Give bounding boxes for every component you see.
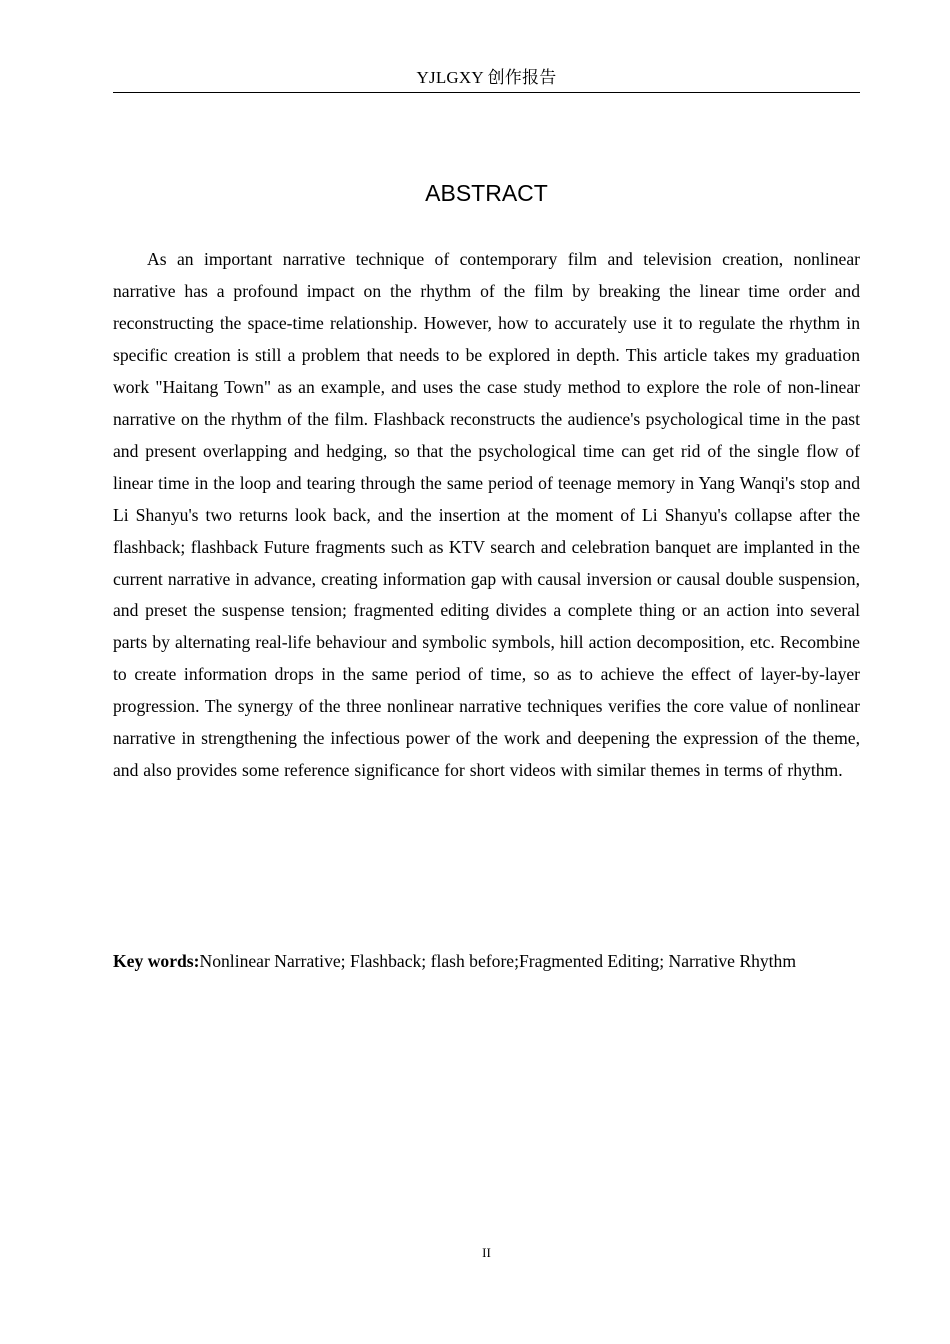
keywords-text: Nonlinear Narrative; Flashback; flash before;Fragmented Editing; Narrative Rhythm <box>199 951 797 971</box>
keywords-line <box>113 946 873 977</box>
running-header: YJLGXY 创作报告 <box>416 68 557 87</box>
header-divider <box>113 92 860 93</box>
page-number: II <box>482 1245 491 1260</box>
abstract-title: ABSTRACT <box>425 180 548 206</box>
abstract-body: As an important narrative technique of contemporary film and television creation, nonlinear narrative has a profound impact on the rhythm of the film by breaking the linear time order and reconstructing the space-time relationship. However, how to accurately use it to regulate the rhythm in specific creation is still a problem that needs to be explored in depth. This article takes my graduation work "Haitang Town" as an example, and uses the case study method to explore the role of non-linear narrative on the rhythm of the film. Flashback reconstructs the audience's psychological time in the past and present overlapping and hedging, so that the psychological time can get rid of the single flow of linear time in the loop and tearing through the same period of teenage memory in Yang Wanqi's stop and Li Shanyu's two returns look back, and the insertion at the moment of Li Shanyu's collapse after the flashback; flashback Future fragments such as KTV search and celebration banquet are implanted in the current narrative in advance, creating information gap with causal inversion or causal double suspension, and preset the suspense tension; fragmented editing divides a complete thing or an action into several parts by alternating real-life behaviour and symbolic symbols, hill action decomposition, etc. Recombine to create information drops in the same period of time, so as to achieve the effect of layer-by-layer progression. The synergy of the three nonlinear narrative techniques verifies the core value of nonlinear narrative in strengthening the infectious power of the work and deepening the expression of the theme, and also provides some reference significance for short videos with similar themes in terms of rhythm. <box>113 249 860 781</box>
keywords-label: Key words: <box>113 951 200 971</box>
